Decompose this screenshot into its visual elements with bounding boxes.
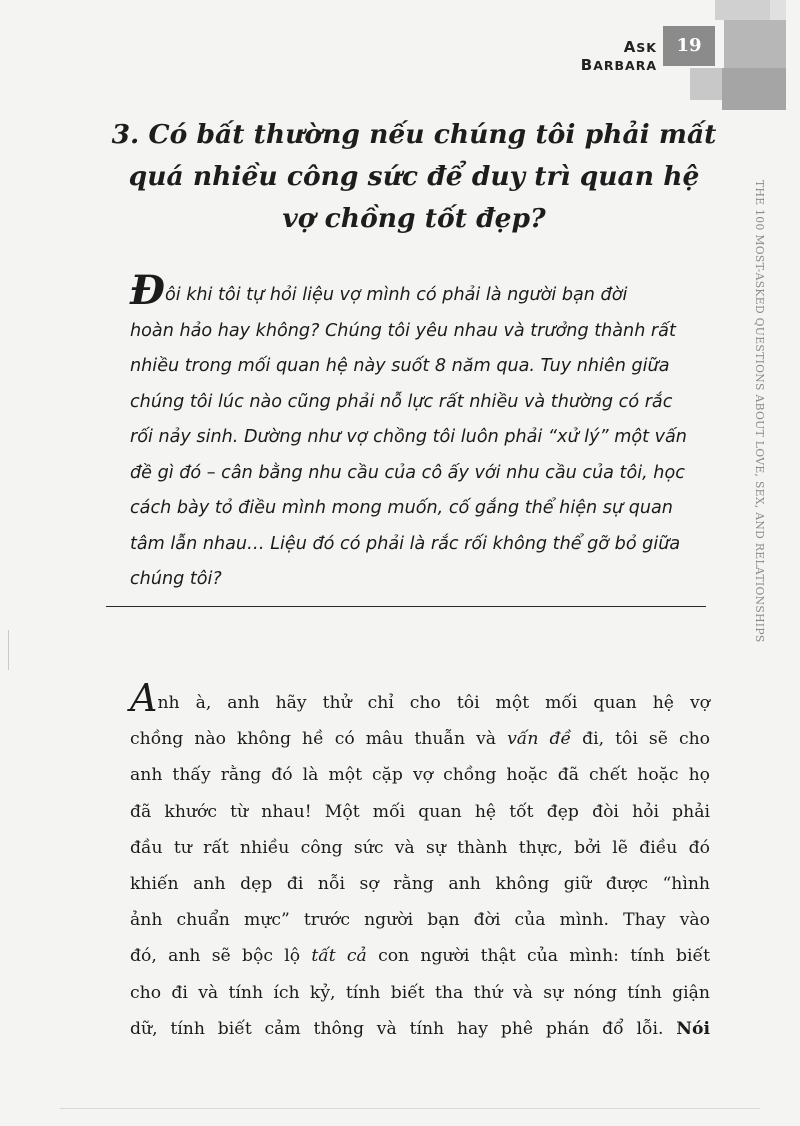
answer-text: đi, tôi sẽ cho xyxy=(571,729,710,750)
drop-cap: A xyxy=(130,676,158,720)
running-head-part: SK xyxy=(636,40,657,55)
question-line: tâm lẫn nhau… Liệu đó có phải là rắc rối không thể gỡ bỏ giữa xyxy=(130,533,681,554)
answer-line xyxy=(130,721,710,757)
page-edge-mark xyxy=(8,630,9,670)
question-line: rối nảy sinh. Dường như vợ chồng tôi luôn phải “xử lý” một vấn xyxy=(130,427,687,447)
side-series-title: THE 100 MOST-ASKED QUESTIONS ABOUT LOVE, SEX, AND RELATIONSHIPS xyxy=(753,180,766,643)
answer-line xyxy=(130,676,710,721)
answer-line: đã khước từ nhau! Một mối quan hệ tốt đẹp đòi hỏi phải xyxy=(130,801,710,822)
answer-text: dữ, tính biết cảm thông và tính hay phê phán đổ lỗi. xyxy=(130,1018,677,1039)
running-head-part: A xyxy=(623,38,637,56)
decorative-square xyxy=(690,68,722,100)
answer-line xyxy=(130,938,710,974)
page-number: 19 xyxy=(663,26,715,66)
running-head-part: ARBARA xyxy=(593,58,657,73)
decorative-square xyxy=(715,0,770,20)
emphasis-text: tất cả xyxy=(311,946,367,967)
answer-text: con người thật của mình: tính biết xyxy=(366,946,710,967)
answer-text: chồng nào không hề có mâu thuẫn và xyxy=(130,729,508,750)
section-divider xyxy=(106,606,706,607)
decorative-square xyxy=(722,68,786,110)
question-line: chúng tôi? xyxy=(130,569,222,589)
answer-text: nh à, anh hãy thử chỉ cho tôi một mối quan hệ vợ xyxy=(157,693,710,713)
bottom-edge-line xyxy=(60,1108,760,1109)
question-line: cách bày tỏ điều mình mong muốn, cố gắng thể hiện sự quan xyxy=(130,498,673,518)
answer-line: đầu tư rất nhiều công sức và sự thành thực, bởi lẽ điều đó xyxy=(130,837,710,858)
answer-text: đó, anh sẽ bộc lộ xyxy=(130,946,312,967)
running-head xyxy=(545,38,657,74)
answer-line: anh thấy rằng đó là một cặp vợ chồng hoặc đã chết hoặc họ xyxy=(130,765,710,786)
answer-line: ảnh chuẩn mực” trước người bạn đời của mình. Thay vào xyxy=(130,910,710,931)
question-line: hoàn hảo hay không? Chúng tôi yêu nhau và trưởng thành rất xyxy=(130,320,676,341)
question-title xyxy=(105,114,723,240)
question-line: đề gì đó – cân bằng nhu cầu của cô ấy với nhu cầu của tôi, học xyxy=(130,462,685,483)
question-line: chúng tôi lúc nào cũng phải nỗ lực rất nhiều và thường có rắc xyxy=(130,391,673,412)
question-line xyxy=(130,267,710,314)
title-line: 3. Có bất thường nếu chúng tôi phải mất xyxy=(111,119,717,150)
answer-line xyxy=(130,1011,710,1047)
question-line: nhiều trong mối quan hệ này suốt 8 năm qua. Tuy nhiên giữa xyxy=(130,356,670,376)
drop-cap: Đ xyxy=(130,267,165,314)
question-text: ôi khi tôi tự hỏi liệu vợ mình có phải là người bạn đời xyxy=(164,285,628,305)
bold-text: Nói xyxy=(676,1018,710,1039)
title-line: quá nhiều công sức để duy trì quan hệ xyxy=(128,161,700,192)
answer-line: cho đi và tính ích kỷ, tính biết tha thứ và sự nóng tính giận xyxy=(130,982,710,1003)
reader-question xyxy=(130,267,710,598)
emphasis-text: vấn đề xyxy=(507,729,572,750)
title-line: vợ chồng tốt đẹp? xyxy=(282,203,546,234)
answer-line: khiến anh dẹp đi nỗi sợ rằng anh không giữ được “hình xyxy=(130,874,710,895)
decorative-square xyxy=(724,20,786,68)
answer-paragraph xyxy=(130,676,710,1047)
running-head-part: B xyxy=(580,56,594,74)
